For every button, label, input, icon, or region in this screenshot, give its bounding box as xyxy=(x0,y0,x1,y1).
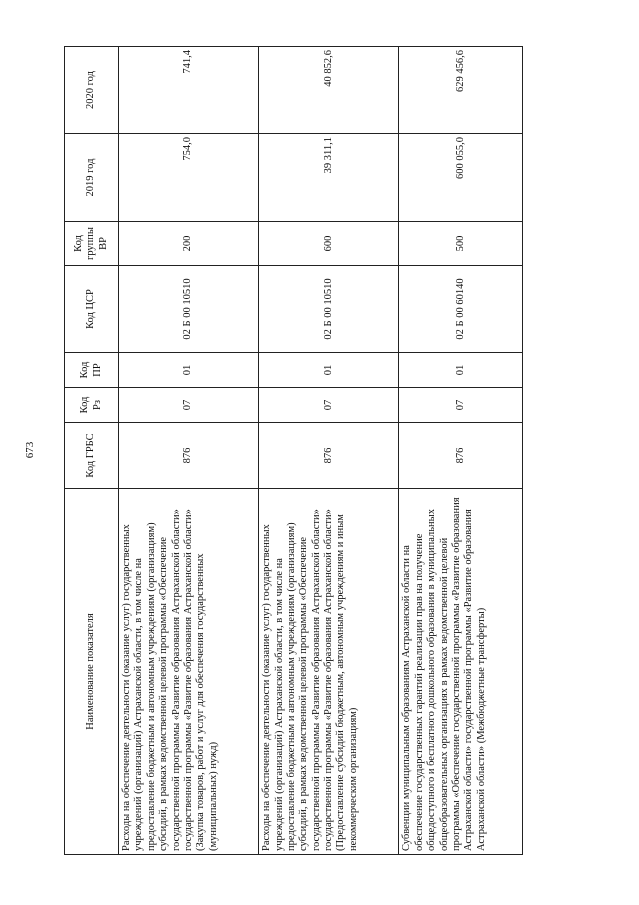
row-grbs: 876 xyxy=(399,423,523,489)
row-grbs: 876 xyxy=(259,423,399,489)
row-vr: 500 xyxy=(399,222,523,266)
header-grbs: Код ГРБС xyxy=(65,423,119,489)
header-2020: 2020 год xyxy=(65,47,119,134)
row-rz: 07 xyxy=(119,388,259,423)
header-2019: 2019 год xyxy=(65,134,119,222)
row-2019: 600 055,0 xyxy=(399,134,523,222)
row-pr: 01 xyxy=(119,353,259,388)
header-rz: Код Рз xyxy=(65,388,119,423)
table-header-row xyxy=(65,47,119,855)
row-pr: 01 xyxy=(259,353,399,388)
row-vr: 600 xyxy=(259,222,399,266)
row-name: Субвенции муниципальным образованиям Астраханской области на обеспечение государственных гарантий реализации прав на получение общедоступного и бесплатного дошкольного образования в муниципальных общеобразовательных организациях в рамках ведомственной целевой программы «Обеспечение государственной программы «Развитие образования Астраханской области» государственной программы «Развитие образования Астраханской области» (Межбюджетные трансферты) xyxy=(399,489,523,855)
row-pr: 01 xyxy=(399,353,523,388)
row-rz: 07 xyxy=(259,388,399,423)
budget-table xyxy=(64,46,523,855)
row-2020: 40 852,6 xyxy=(259,47,399,134)
row-name: Расходы на обеспечение деятельности (оказание услуг) государственных учреждений (организаций) Астраханской области, в том числе на предоставление бюджетным и автономным учреждениям (организациям) субсидий, в рамках ведомственной целевой программы «Обеспечение государственной программы «Развитие образования Астраханской области» государственной программы «Развитие образования Астраханской области» (Предоставление субсидий бюджетным, автономным учреждениям и иным некоммерческим организациям) xyxy=(259,489,399,855)
page-number: 673 xyxy=(24,441,36,459)
row-name: Расходы на обеспечение деятельности (оказание услуг) государственных учреждений (организаций) Астраханской области, в том числе на предоставление бюджетным и автономным учреждениям (организациям) субсидий, в рамках ведомственной целевой программы «Обеспечение государственной программы «Развитие образования Астраханской области» государственной программы «Развитие образования Астраханской области» (Закупка товаров, работ и услуг для обеспечения государственных (муниципальных) нужд) xyxy=(119,489,259,855)
row-csr: 02 Б 00 60140 xyxy=(399,266,523,353)
header-pr: Код ПР xyxy=(65,353,119,388)
row-2019: 39 311,1 xyxy=(259,134,399,222)
row-2020: 741,4 xyxy=(119,47,259,134)
header-name: Наименование показателя xyxy=(65,489,119,855)
header-vr: Код группы ВР xyxy=(65,222,119,266)
row-rz: 07 xyxy=(399,388,523,423)
table-row xyxy=(259,47,399,855)
row-grbs: 876 xyxy=(119,423,259,489)
rotated-table-container xyxy=(64,47,523,855)
row-csr: 02 Б 00 10510 xyxy=(259,266,399,353)
row-vr: 200 xyxy=(119,222,259,266)
row-2020: 629 456,6 xyxy=(399,47,523,134)
header-csr: Код ЦСР xyxy=(65,266,119,353)
row-csr: 02 Б 00 10510 xyxy=(119,266,259,353)
row-2019: 754,0 xyxy=(119,134,259,222)
table-row xyxy=(399,47,523,855)
table-row xyxy=(119,47,259,855)
